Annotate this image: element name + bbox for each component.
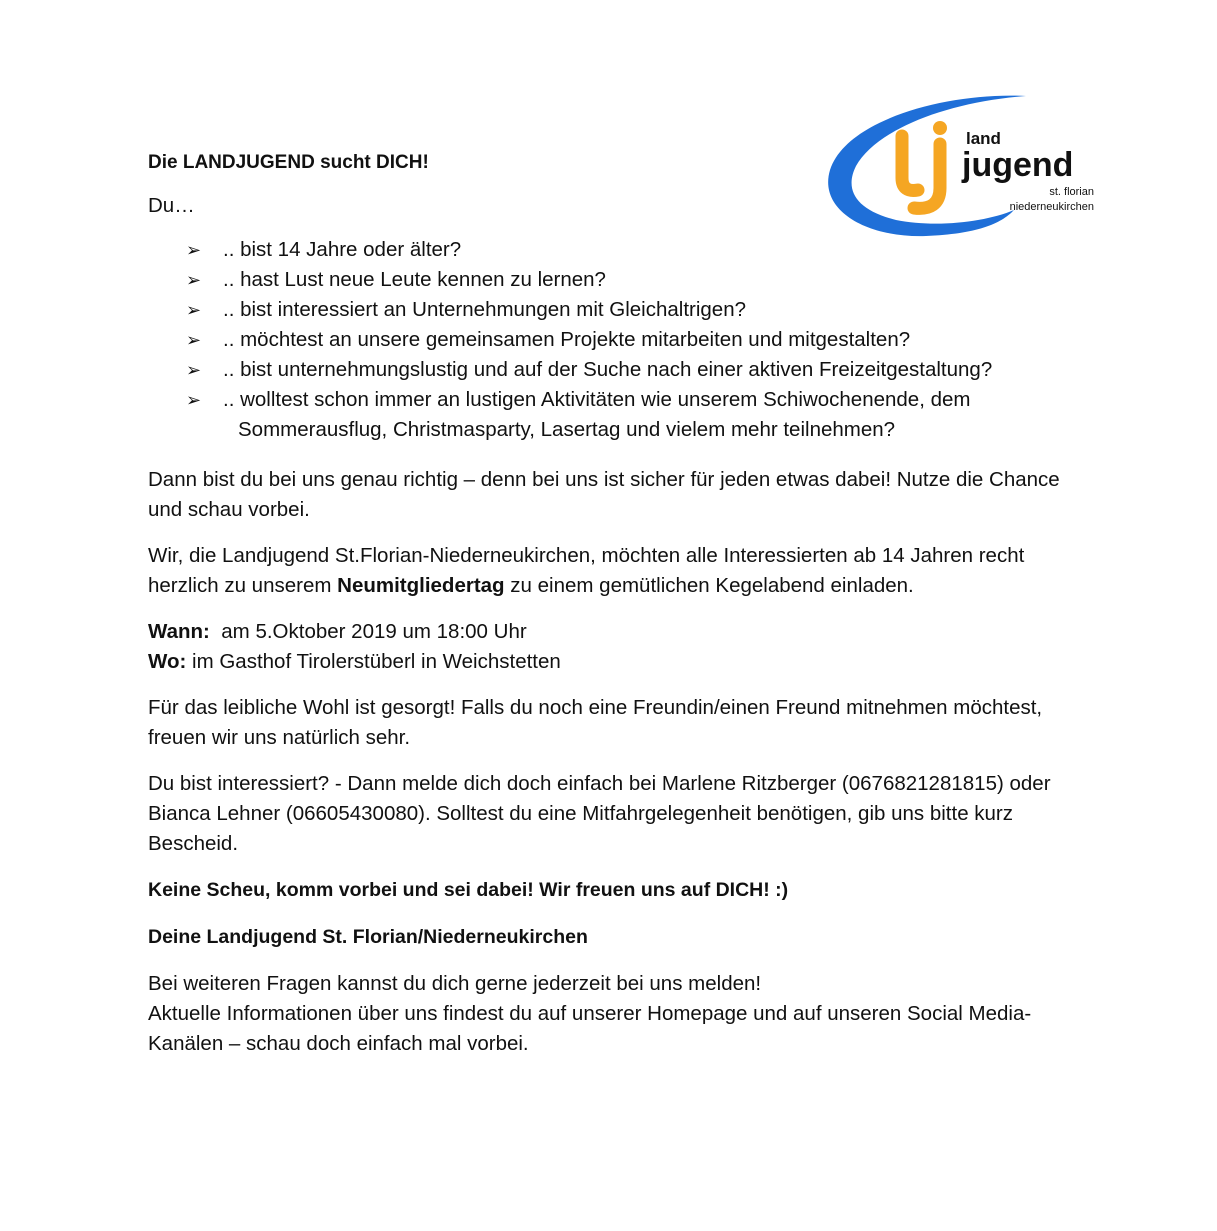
paragraph-invitation: Dann bist du bei uns genau richtig – denn bei uns ist sicher für jeden etwas dabei! Nutze die Chance und schau vorbei. bbox=[148, 468, 1060, 521]
list-item: ➢ .. bist interessiert an Unternehmungen mit Gleichaltrigen? bbox=[148, 295, 1083, 325]
logo-text-niederneukirchen: niederneukirchen bbox=[1009, 201, 1094, 213]
signature: Deine Landjugend St. Florian/Niederneukirchen bbox=[148, 926, 588, 948]
arrow-bullet-icon: ➢ bbox=[186, 300, 202, 320]
where-label: Wo: bbox=[148, 650, 187, 673]
paragraph-food: Für das leibliche Wohl ist gesorgt! Falls du noch eine Freundin/einen Freund mitnehmen möchtest, freuen wir uns natürlich sehr. bbox=[148, 696, 1043, 749]
logo-text-jugend: jugend bbox=[962, 146, 1074, 184]
bullet-list bbox=[148, 235, 1083, 445]
paragraph-event: Wir, die Landjugend St.Florian-Niederneukirchen, möchten alle Interessierten ab 14 Jahren recht herzlich zu unserem Neumitgliedertag zu einem gemütlichen Kegelabend einladen. bbox=[148, 544, 1025, 597]
intro-text: Du… bbox=[148, 194, 195, 217]
logo-text-land: land bbox=[966, 129, 1001, 148]
when-label: Wann: bbox=[148, 620, 210, 643]
list-item: ➢ .. möchtest an unsere gemeinsamen Projekte mitarbeiten und mitgestalten? bbox=[148, 325, 1083, 355]
page-title: Die LANDJUGEND sucht DICH! bbox=[148, 152, 429, 173]
event-details bbox=[148, 617, 1083, 677]
paragraph-contact: Du bist interessiert? - Dann melde dich doch einfach bei Marlene Ritzberger (0676821281815) oder Bianca Lehner (06605430080). Solltest du eine Mitfahrgelegenheit benötigen, gib uns bitte kurz Bescheid. bbox=[148, 772, 1051, 855]
arrow-bullet-icon: ➢ bbox=[186, 360, 202, 380]
where-value: im Gasthof Tirolerstüberl in Weichstetten bbox=[192, 650, 561, 673]
logo-letter-j-dot bbox=[933, 121, 947, 135]
arrow-bullet-icon: ➢ bbox=[186, 270, 202, 290]
list-item: ➢ .. hast Lust neue Leute kennen zu lernen? bbox=[148, 265, 1083, 295]
event-name: Neumitgliedertag bbox=[337, 574, 505, 597]
callout: Keine Scheu, komm vorbei und sei dabei! Wir freuen uns auf DICH! :) bbox=[148, 879, 789, 901]
arrow-bullet-icon: ➢ bbox=[186, 240, 202, 260]
list-item: ➢ .. bist unternehmungslustig und auf der Suche nach einer aktiven Freizeitgestaltung? bbox=[148, 355, 1083, 385]
logo-text-st-florian: st. florian bbox=[1049, 186, 1094, 198]
letter-body bbox=[148, 148, 1083, 1075]
arrow-bullet-icon: ➢ bbox=[186, 390, 202, 410]
footer-text: Bei weiteren Fragen kannst du dich gerne jederzeit bei uns melden! Aktuelle Informationen über uns findest du auf unserer Homepage und auf unseren Social Media-Kanälen – schau doch einfach mal vorbei. bbox=[148, 972, 1032, 1055]
arrow-bullet-icon: ➢ bbox=[186, 330, 202, 350]
list-item: ➢ .. wolltest schon immer an lustigen Aktivitäten wie unserem Schiwochenende, dem Sommerausflug, Christmasparty, Lasertag und vielem mehr teilnehmen? bbox=[148, 385, 1083, 445]
list-item: ➢ .. bist 14 Jahre oder älter? bbox=[148, 235, 1083, 265]
when-value: am 5.Oktober 2019 um 18:00 Uhr bbox=[221, 620, 527, 643]
